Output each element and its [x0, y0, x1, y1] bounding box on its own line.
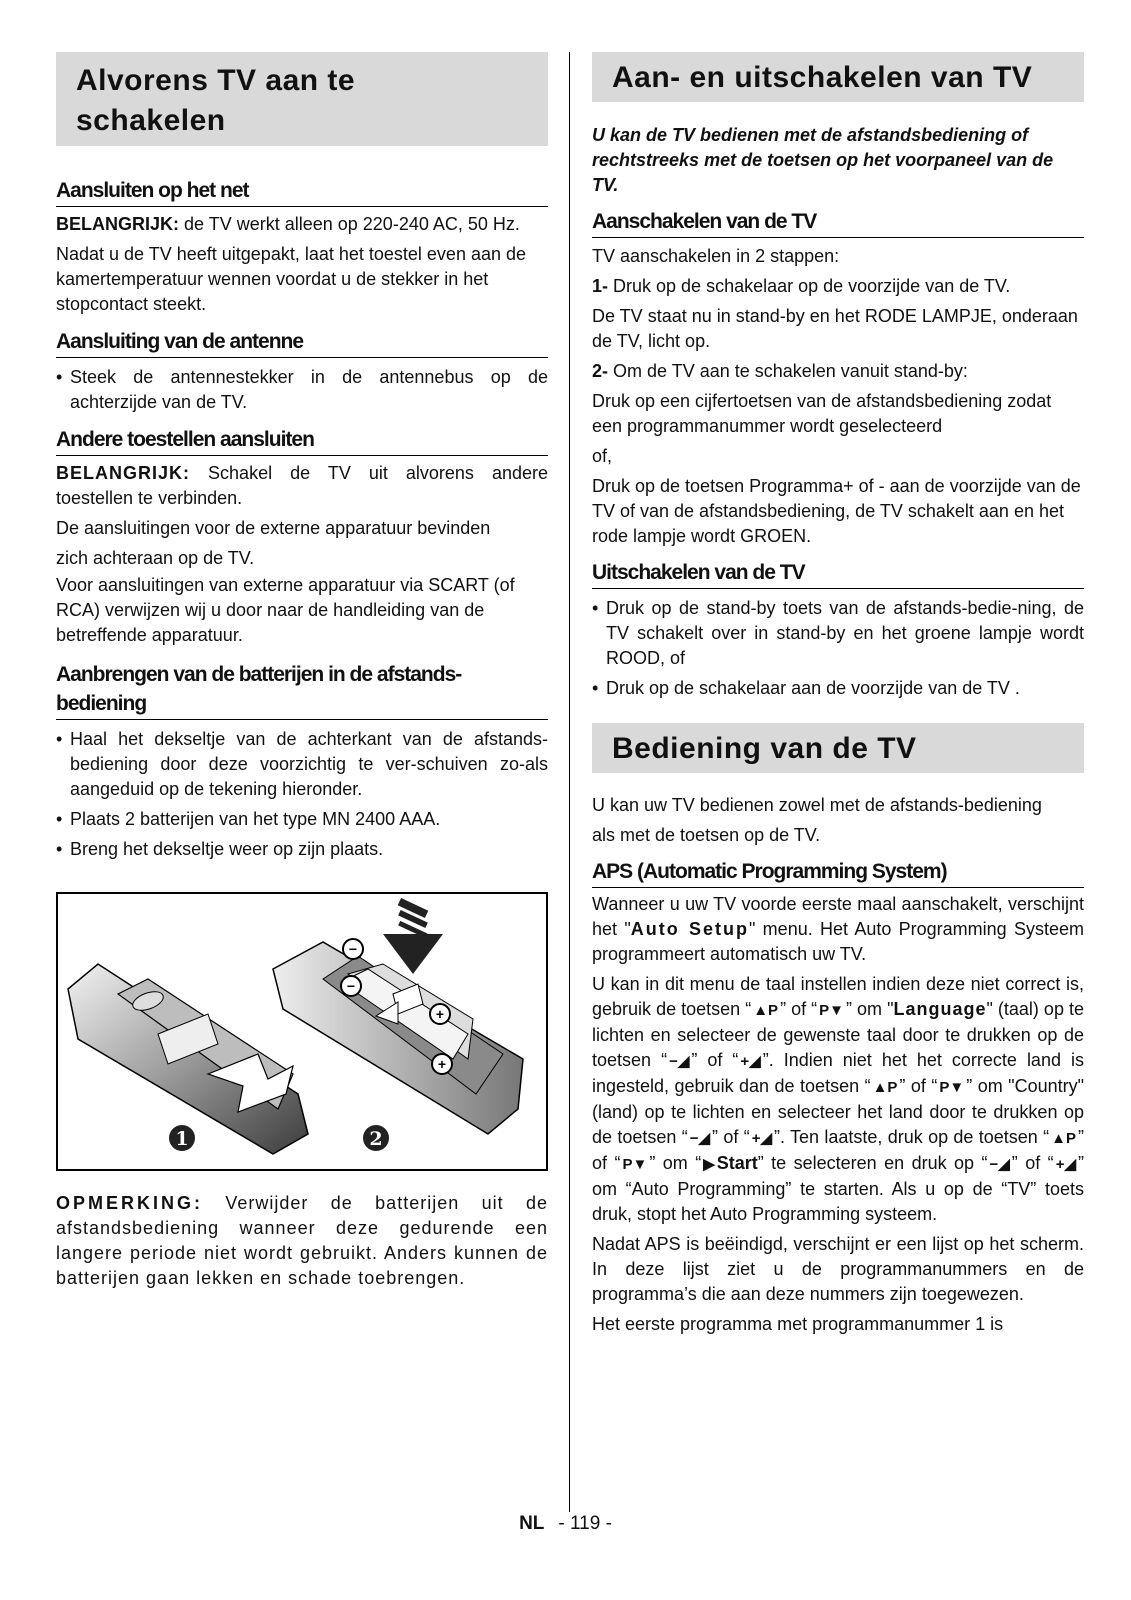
aps-p4: Het eerste programma met programmanummer 1 is: [592, 1314, 1004, 1334]
switch-on-p1: TV aanschakelen in 2 stappen:: [592, 246, 840, 266]
remote-2: [273, 939, 523, 1134]
p-up-icon: ▲P: [872, 1079, 898, 1096]
operation-p1: U kan uw TV bedienen zowel met de afstands-bediening: [592, 795, 1042, 815]
batteries-bullet-1: • Haal het dekseltje van de achterkant van de afstands-bediening door deze voorzichtig te ver-schuiven zo-als aangeduid op de tekening hieronder.: [56, 727, 548, 802]
plus-key-icon: +◢: [1055, 1156, 1076, 1173]
switch-on-p2: 1- Druk op de schakelaar op de voorzijde van de TV.: [592, 276, 1011, 296]
step-1-label: 1: [175, 1128, 189, 1150]
devices-text-1: De aansluitingen voor de externe apparatuur bevinden: [56, 518, 491, 538]
switch-on-p7: Druk op de toetsen Programma+ of - aan de voorzijde van de TV of van de afstandsbediening, de TV schakelt aan en het rode lampje wordt GROEN.: [592, 476, 1081, 546]
battery-illustration: [56, 892, 548, 1171]
svg-text:−: −: [348, 941, 358, 957]
play-icon: ▶: [703, 1156, 715, 1173]
battery-note: OPMERKING: Verwijder de batterijen uit de afstandsbediening wanneer deze gedurende een langere periode niet wordt gebruikt. Anders kunnen de batterijen gaan lekken en schade toebrengen.: [56, 1193, 548, 1288]
page-footer: [0, 1513, 1131, 1535]
heading-antenna: Aansluiting van de antenne: [56, 327, 548, 358]
p-down-icon: P▼: [939, 1079, 965, 1096]
switch-on-p4: 2- Om de TV aan te schakelen vanuit stand-by:: [592, 361, 968, 381]
aps-p3: Nadat APS is beëindigd, verschijnt er een lijst op het scherm. In deze lijst ziet u de programmanummers en de programma’s die aan deze nummers zijn toegewezen.: [592, 1234, 1084, 1304]
batteries-bullet-3: • Breng het dekseltje weer op zijn plaats.: [56, 837, 548, 862]
switch-off-bullet-1: • Druk op de stand-by toets van de afstands-bedie-ning, de TV schakelt over in stand-by en het groene lampje wordt ROOD, of: [592, 596, 1084, 671]
push-down-arrow: [383, 898, 443, 974]
devices-text-3: Voor aansluitingen van externe apparatuur via SCART (of RCA) verwijzen wij u door naar de handleiding van de betreffende apparatuur.: [56, 575, 515, 645]
minus-key-icon: −◢: [669, 1053, 690, 1070]
power-text: Nadat u de TV heeft uitgepakt, laat het toestel even aan de kamertemperatuur wennen voordat u de stekker in het stopcontact steekt.: [56, 244, 527, 314]
antenna-bullet: • Steek de antennestekker in de antennebus op de achterzijde van de TV.: [56, 365, 548, 415]
left-column: [56, 52, 548, 1291]
p-down-icon: P▼: [819, 1002, 844, 1019]
operation-p2: als met de toetsen op de TV.: [592, 825, 821, 845]
plus-key-icon: +◢: [740, 1053, 761, 1070]
heading-aps: APS (Automatic Programming System): [592, 857, 1084, 888]
right-banner-1: Aan- en uitschakelen van TV: [592, 52, 1084, 102]
plus-key-icon: +◢: [751, 1130, 772, 1147]
remote-battery-drawing: [58, 894, 546, 1165]
minus-key-icon: −◢: [689, 1130, 711, 1147]
minus-key-icon: −◢: [989, 1156, 1010, 1173]
p-up-icon: ▲P: [753, 1002, 779, 1019]
power-important: BELANGRIJK: de TV werkt alleen op 220-240 AC, 50 Hz.: [56, 214, 520, 234]
switch-on-p5: Druk op een cijfertoetsen van de afstandsbediening zodat een programmanummer wordt geselecteerd: [592, 391, 1052, 436]
batteries-bullet-2: • Plaats 2 batterijen van het type MN 2400 AAA.: [56, 807, 548, 832]
aps-p2: U kan in dit menu de taal instellen indien deze niet correct is, gebruik de toetsen “ ▲P ” of “ P▼ ” om "Language" (taal) op te lichten en selecteer de gewenste taal door te drukken op de toetsen “ −◢ ” of “ +◢ ”. Indien niet het het correcte land is ingesteld, gebruik dan de toetsen “ ▲P ” of “ P▼ ” om "Country" (land) op te lichten en selecteer het land door te drukken op de toetsen “ −◢ ” of “ +◢ ”. Ten laatste, druk op de toetsen “ ▲P ” of “ P▼ ” om “ ▶ Start” te selecteren en druk op “ −◢ ” of “ +◢ ” om “Auto Programming” te starten. Als u op de “TV” toets druk, stopt het Auto Programming systeem.: [592, 974, 1084, 1224]
svg-text:−: −: [346, 978, 356, 994]
right-banner-2: Bediening van de TV: [592, 723, 1084, 773]
aps-p1: Wanneer u uw TV voorde eerste maal aanschakelt, verschijnt het "Auto Setup" menu. Het Auto Programming Systeem programmeert automatisch uw TV.: [592, 894, 1084, 964]
page-number: - 119 -: [558, 1513, 612, 1534]
heading-other-devices: Andere toestellen aansluiten: [56, 425, 548, 456]
remote-1: [68, 964, 308, 1154]
switch-on-p3: De TV staat nu in stand-by en het RODE LAMPJE, onderaan de TV, licht op.: [592, 306, 1078, 351]
svg-text:+: +: [435, 1006, 445, 1022]
devices-important: BELANGRIJK: Schakel de TV uit alvorens andere toestellen te verbinden.: [56, 463, 548, 508]
left-banner: Alvorens TV aan te schakelen: [56, 52, 548, 146]
heading-power: Aansluiten op het net: [56, 176, 548, 207]
heading-switch-off: Uitschakelen van de TV: [592, 558, 1084, 589]
intro-text: U kan de TV bedienen met de afstandsbediening of rechtstreeks met de toetsen op het voorpaneel van de TV.: [592, 125, 1054, 195]
p-up-icon: ▲P: [1051, 1130, 1076, 1147]
p-down-icon: P▼: [622, 1156, 648, 1173]
svg-text:+: +: [437, 1056, 447, 1072]
right-column: [592, 52, 1084, 1337]
language-code: NL: [519, 1513, 545, 1534]
switch-on-p6: of,: [592, 446, 613, 466]
step-2-label: 2: [369, 1128, 383, 1150]
column-divider: [569, 52, 570, 1512]
switch-off-bullet-2: • Druk op de schakelaar aan de voorzijde van de TV .: [592, 676, 1084, 701]
heading-batteries: Aanbrengen van de batterijen in de afstands- bediening: [56, 660, 548, 720]
heading-switch-on: Aanschakelen van de TV: [592, 207, 1084, 238]
devices-text-2: zich achteraan op de TV.: [56, 548, 255, 568]
